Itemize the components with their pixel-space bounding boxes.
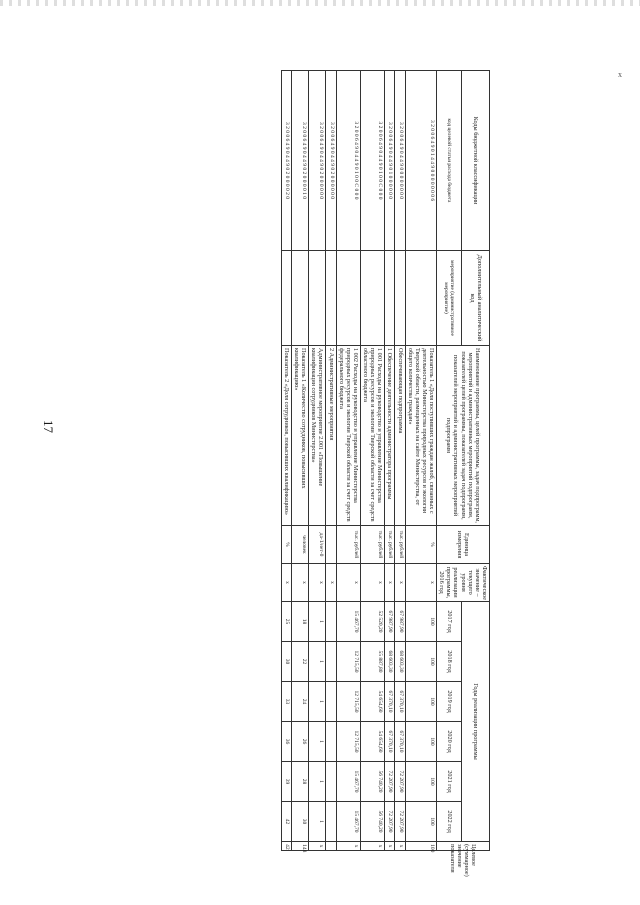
header-year-2019: 2019 год xyxy=(437,682,462,722)
v2022-cell: 15 467,70 xyxy=(336,802,360,842)
total-cell: х xyxy=(336,842,360,851)
unit-cell: тыс. рублей xyxy=(336,526,360,564)
v2018-cell: 100 xyxy=(405,642,437,682)
v2021-cell xyxy=(326,762,336,802)
table-row xyxy=(309,71,326,851)
v2022-cell: 42 xyxy=(281,802,291,842)
v2020-cell: 100 xyxy=(405,722,437,762)
name-cell: Обеспечивающая подпрограмма xyxy=(395,346,405,526)
v2020-cell xyxy=(326,722,336,762)
v2017-cell: 100 xyxy=(405,602,437,642)
v2018-cell: 12 715,50 xyxy=(336,642,360,682)
rotated-table-sheet xyxy=(90,70,490,877)
name-cell: 1 Обеспечение деятельности администратора программы xyxy=(385,346,395,526)
header-name: Наименование программы, целей программы, задач подпрограмм, мероприятий и административных мероприятий подпрограмм, показателей целей программы, показателей задач подпрограмм, показателей мероприятий и административных мероприятий подпрограмм xyxy=(437,346,490,526)
v2017-cell: 52 520,20 xyxy=(361,602,385,642)
v2022-cell: 72 207,90 xyxy=(395,802,405,842)
header-year-2017: 2017 год xyxy=(437,602,462,642)
codes-cell: 3 2 0 0 6 4 9 0 4 4 9 0 2 0 0 0 0 2 0 xyxy=(281,71,291,251)
actual-cell: х xyxy=(309,564,326,602)
table-row xyxy=(336,71,360,851)
v2018-cell: 68 603,30 xyxy=(395,642,405,682)
header-budget-class: Коды бюджетной классификации xyxy=(462,71,490,251)
name-cell: Административное мероприятие 2.001 «Повышение квалификации сотрудников Министерства» xyxy=(309,346,326,526)
header-years: Годы реализации программы xyxy=(462,602,490,842)
v2022-cell xyxy=(326,802,336,842)
unit-cell xyxy=(326,526,336,564)
header-extra-event: мероприятие (административное мероприятие) xyxy=(437,251,462,346)
codes-cell: 3 2 0 0 6 4 9 0 4 4 9 0 1 0 0 0 0 0 0 xyxy=(385,71,395,251)
header-unit: Единица измерения xyxy=(437,526,490,564)
v2021-cell: 28 xyxy=(292,762,309,802)
actual-cell: х xyxy=(326,564,336,602)
header-year-2022: 2022 год xyxy=(437,802,462,842)
v2021-cell: 72 207,90 xyxy=(385,762,395,802)
name-cell: Показатель 1 «Количество сотрудников, повысивших квалификацию» xyxy=(292,346,309,526)
unit-cell: тыс. рублей xyxy=(361,526,385,564)
unit-cell: % xyxy=(281,526,291,564)
v2017-cell: 1 xyxy=(309,602,326,642)
scan-artifact xyxy=(0,0,640,6)
v2017-cell: 18 xyxy=(292,602,309,642)
table-row xyxy=(292,71,309,851)
v2021-cell: 15 467,70 xyxy=(336,762,360,802)
v2018-cell: 55 887,80 xyxy=(361,642,385,682)
table-row xyxy=(395,71,405,851)
header-actual: Фактическое значение – текущего уровня реализации программы, 2016 год xyxy=(437,564,490,602)
header-year-2021: 2021 год xyxy=(437,762,462,802)
name-cell: 1 002 Расходы на руководство и управление Министерства природных ресурсов и экологии Тверской области за счет средств федерального бюджета xyxy=(336,346,360,526)
v2020-cell: 26 xyxy=(292,722,309,762)
v2020-cell: 36 xyxy=(281,722,291,762)
total-cell: х xyxy=(395,842,405,851)
header-year-2018: 2018 год xyxy=(437,642,462,682)
actual-cell: х xyxy=(395,564,405,602)
codes-cell: 3 2 0 0 6 4 9 0 4 4 9 0 2 0 0 0 0 0 0 xyxy=(326,71,336,251)
v2021-cell: 72 207,90 xyxy=(395,762,405,802)
v2017-cell: 15 467,70 xyxy=(336,602,360,642)
name-cell: 1 001 Расходы на руководство и управление Министерства природных ресурсов и экологии Тверской области за счет средств областного бюджета xyxy=(361,346,385,526)
total-cell: х xyxy=(309,842,326,851)
header-extra-code: Дополнительный аналитический код xyxy=(462,251,490,346)
codes-cell: 3 2 0 0 6 4 9 0 4 4 9 0 2 0 0 0 0 0 0 xyxy=(309,71,326,251)
v2017-cell: 25 xyxy=(281,602,291,642)
unit-cell: % xyxy=(405,526,437,564)
table-body xyxy=(281,71,436,851)
unit-cell: тыс. рублей xyxy=(385,526,395,564)
codes-cell: 3 2 0 0 6 4 9 0 1 4 4 9 0 0 0 0 0 0 0 6 xyxy=(405,71,437,251)
v2021-cell: 39 xyxy=(281,762,291,802)
table-row xyxy=(281,71,291,851)
total-cell: х xyxy=(361,842,385,851)
header-target: Целевое (суммарное) значение показателя xyxy=(437,842,490,851)
extra-code-cell xyxy=(326,251,336,346)
v2020-cell: 1 xyxy=(309,722,326,762)
total-cell: 148 xyxy=(292,842,309,851)
v2018-cell xyxy=(326,642,336,682)
v2019-cell: 54 654,60 xyxy=(361,682,385,722)
v2022-cell: 56 740,20 xyxy=(361,802,385,842)
v2017-cell: 67 987,90 xyxy=(385,602,395,642)
v2019-cell: 12 715,50 xyxy=(336,682,360,722)
v2017-cell xyxy=(326,602,336,642)
actual-cell: х xyxy=(385,564,395,602)
name-cell: Показатель 2 «Доля сотрудников, повысивших квалификацию» xyxy=(281,346,291,526)
v2019-cell: 33 xyxy=(281,682,291,722)
table-row xyxy=(405,71,437,851)
v2022-cell: 72 207,90 xyxy=(385,802,395,842)
v2018-cell: 22 xyxy=(292,642,309,682)
v2019-cell: 100 xyxy=(405,682,437,722)
v2020-cell: 12 715,50 xyxy=(336,722,360,762)
table-row xyxy=(361,71,385,851)
v2019-cell: 67 370,10 xyxy=(385,682,395,722)
header-year-2020: 2020 год xyxy=(437,722,462,762)
page-number: 17 xyxy=(41,420,56,433)
v2019-cell xyxy=(326,682,336,722)
actual-cell: х xyxy=(292,564,309,602)
program-table xyxy=(281,70,490,877)
extra-code-cell xyxy=(309,251,326,346)
codes-cell: 3 2 0 0 6 4 9 0 4 4 9 0 0 0 0 0 0 0 0 xyxy=(395,71,405,251)
unit-cell: человек xyxy=(292,526,309,564)
v2018-cell: 68 603,30 xyxy=(385,642,395,682)
actual-cell: х xyxy=(361,564,385,602)
unit-cell: тыс. рублей xyxy=(395,526,405,564)
extra-code-cell xyxy=(361,251,385,346)
v2019-cell: 67 370,10 xyxy=(395,682,405,722)
table-row xyxy=(326,71,336,851)
codes-cell: 3 2 0 0 6 4 9 0 4 4 9 0 1 0 0 С 0 0 0 xyxy=(361,71,385,251)
codes-cell: 3 2 0 0 6 4 9 0 4 4 9 0 2 0 0 0 0 1 0 xyxy=(292,71,309,251)
corner-mark: x xyxy=(618,70,622,79)
total-cell: х xyxy=(385,842,395,851)
name-cell: 2 Административные мероприятия xyxy=(326,346,336,526)
extra-code-cell xyxy=(385,251,395,346)
v2020-cell: 54 654,60 xyxy=(361,722,385,762)
actual-cell: х xyxy=(336,564,360,602)
table-row xyxy=(385,71,395,851)
v2022-cell: 100 xyxy=(405,802,437,842)
name-cell: Показатель 1 «Доля поступивших граждан жалоб, связанных с деятельностью Министерства природных ресурсов и экологии Тверской области, размещенных на сайте Министерства, от общего количества граждан» xyxy=(405,346,437,526)
v2022-cell: 30 xyxy=(292,802,309,842)
v2022-cell: 1 xyxy=(309,802,326,842)
extra-code-cell xyxy=(292,251,309,346)
v2017-cell: 67 987,90 xyxy=(395,602,405,642)
unit-cell: да-1/нет-0 xyxy=(309,526,326,564)
extra-code-cell xyxy=(395,251,405,346)
total-cell: 100 xyxy=(405,842,437,851)
v2018-cell: 30 xyxy=(281,642,291,682)
codes-cell: 3 2 0 0 6 4 9 0 4 4 9 0 1 0 0 С 0 0 0 xyxy=(336,71,360,251)
v2018-cell: 1 xyxy=(309,642,326,682)
actual-cell: х xyxy=(405,564,437,602)
v2021-cell: 1 xyxy=(309,762,326,802)
extra-code-cell xyxy=(281,251,291,346)
v2019-cell: 24 xyxy=(292,682,309,722)
v2020-cell: 67 370,10 xyxy=(385,722,395,762)
v2019-cell: 1 xyxy=(309,682,326,722)
table-rotation-wrapper xyxy=(90,70,490,877)
total-cell xyxy=(326,842,336,851)
extra-code-cell xyxy=(336,251,360,346)
total-cell: 42 xyxy=(281,842,291,851)
v2021-cell: 100 xyxy=(405,762,437,802)
extra-code-cell xyxy=(405,251,437,346)
v2021-cell: 56 740,20 xyxy=(361,762,385,802)
actual-cell: х xyxy=(281,564,291,602)
v2020-cell: 67 370,10 xyxy=(395,722,405,762)
header-expense-code: код целевой статьи расхода бюджета xyxy=(437,71,462,251)
